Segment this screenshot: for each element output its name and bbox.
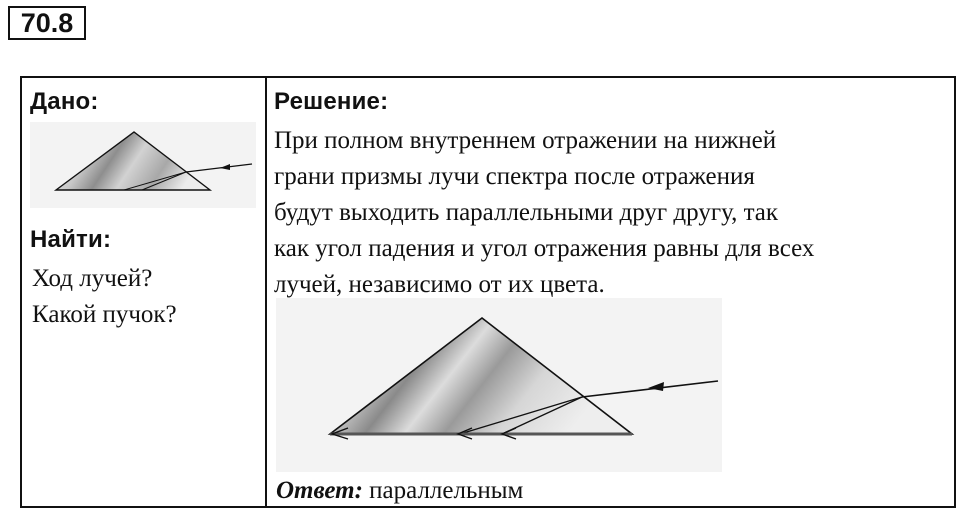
solution-prism-diagram	[276, 298, 722, 472]
solution-table	[20, 76, 956, 508]
answer	[276, 476, 523, 506]
find-question: Ход лучей?	[32, 265, 153, 292]
given-heading: Дано:	[30, 88, 99, 115]
solution-line: грани призмы лучи спектра после отражения	[274, 163, 755, 190]
answer-value: параллельным	[369, 477, 524, 504]
given-prism-diagram	[30, 122, 256, 208]
column-divider	[265, 78, 267, 506]
solution-heading: Решение:	[274, 88, 389, 115]
answer-label: Ответ:	[276, 477, 363, 504]
solution-line: лучей, независимо от их цвета.	[274, 271, 605, 298]
solution-line: При полном внутреннем отражении на нижней	[274, 127, 777, 154]
find-question: Какой пучок?	[32, 301, 177, 328]
solution-line: будут выходить параллельными друг другу, так	[274, 199, 779, 226]
find-heading: Найти:	[30, 226, 112, 253]
problem-number: 70.8	[8, 6, 86, 40]
find-questions	[32, 261, 177, 333]
solution-line: как угол падения и угол отражения равны для всех	[274, 235, 815, 262]
solution-text	[274, 123, 954, 303]
